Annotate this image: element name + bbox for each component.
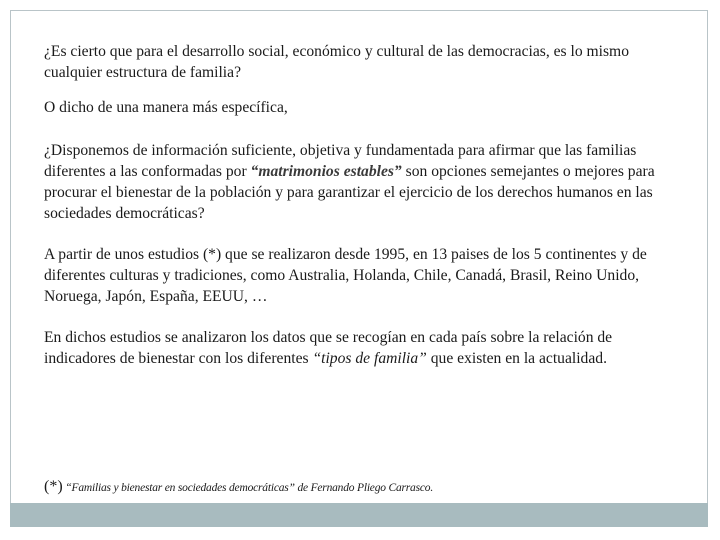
paragraph-text: ¿Disponemos de información suficiente, objetiva y fundamentada para afirmar que las familias diferentes a las conformadas por (44, 142, 637, 180)
footnote-mark: (*) (44, 478, 63, 495)
paragraph-information-question (44, 140, 680, 224)
paragraph-text: que existen en la actualidad. (426, 350, 607, 367)
footer-bar (10, 503, 708, 527)
paragraph-text: son opciones semejantes o mejores para procurar el bienestar de la población y para garantizar el ejercicio de los derechos humanos en las sociedades democráticas? (44, 163, 655, 222)
paragraph-rephrase: O dicho de una manera más específica, (44, 99, 288, 116)
paragraph-analysis (44, 327, 680, 369)
paragraph-studies: A partir de unos estudios (*) que se realizaron desde 1995, en 13 paises de los 5 continentes y de diferentes culturas y tradiciones, como Australia, Holanda, Chile, Canadá, Brasil, Reino Unido, Noruega, Japón, España, EEUU, … (44, 246, 647, 305)
footnote (44, 478, 684, 496)
paragraph-question: ¿Es cierto que para el desarrollo social, económico y cultural de las democracias, es lo mismo cualquier estructura de familia? (44, 43, 629, 81)
footnote-citation: “Familias y bienestar en sociedades democráticas” de Fernando Pliego Carrasco. (62, 482, 434, 494)
paragraph-text: En dichos estudios se analizaron los datos que se recogían en cada país sobre la relación de indicadores de bienestar con los diferentes (44, 329, 613, 367)
slide-content (44, 41, 680, 369)
emphasis-matrimonios-estables: “matrimonios estables” (250, 163, 402, 180)
emphasis-tipos-de-familia: “tipos de familia” (312, 350, 427, 367)
